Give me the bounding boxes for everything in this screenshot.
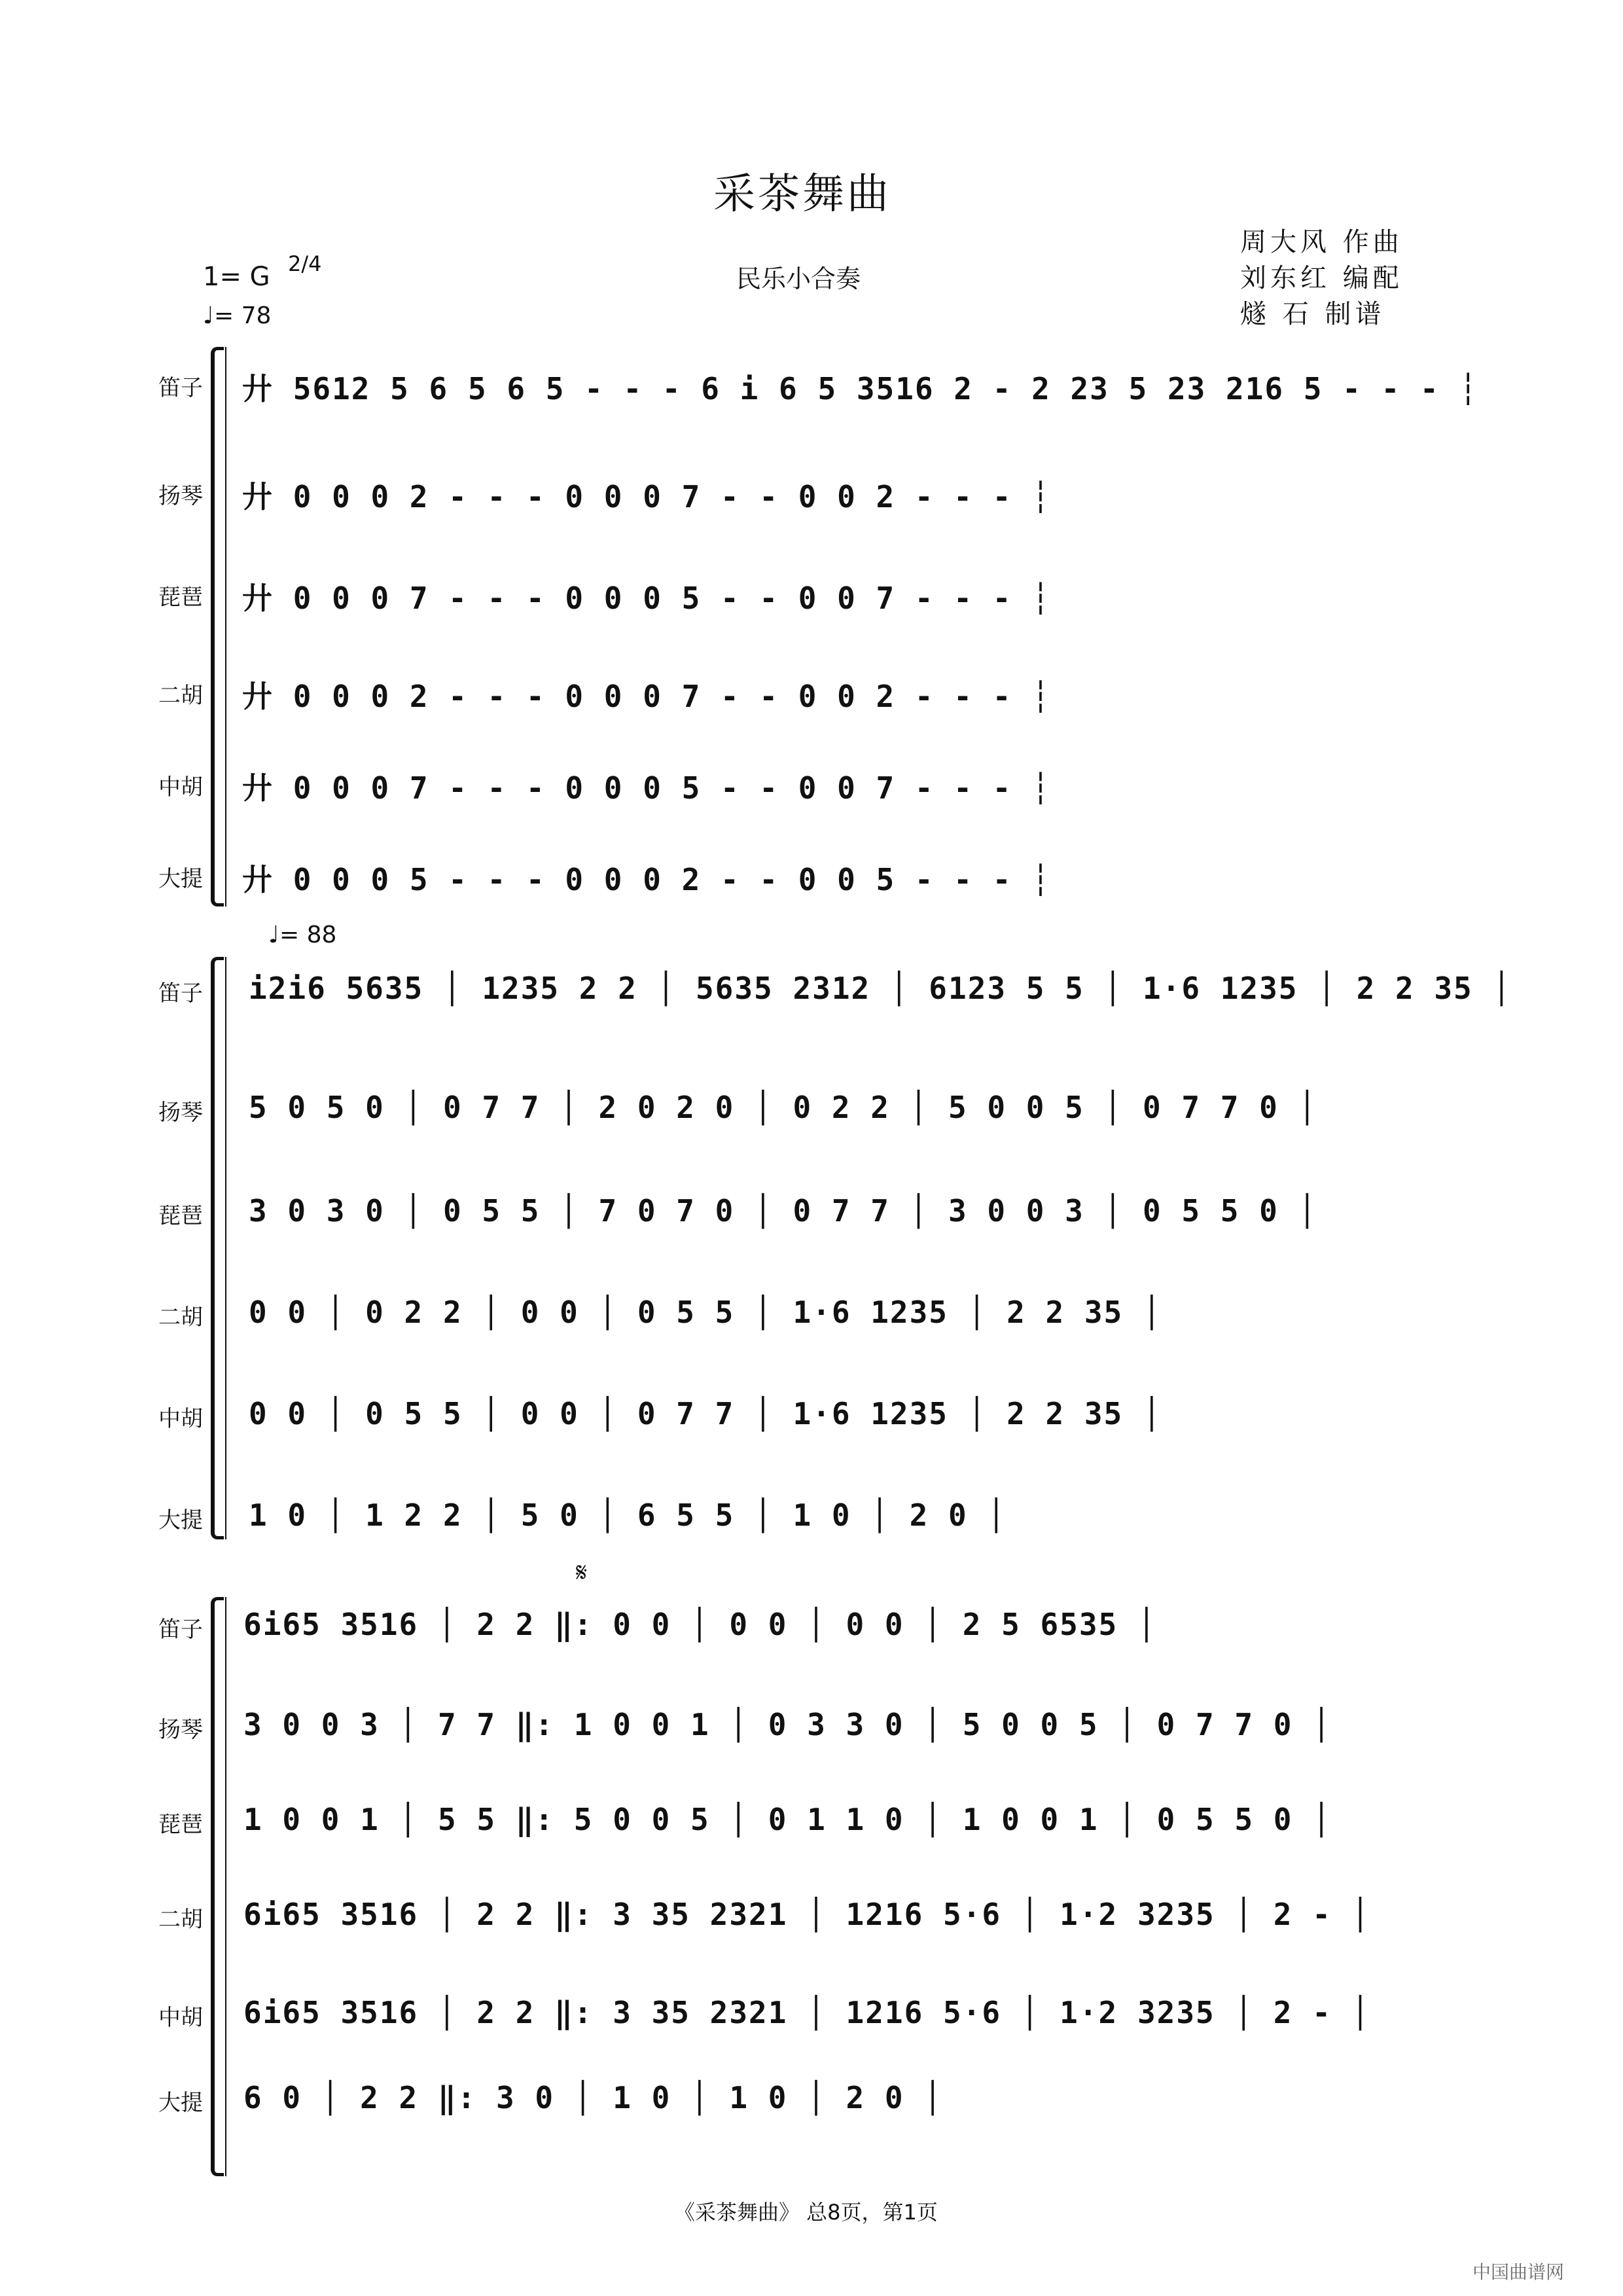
note-row: 3 0 0 3 │ 7 7 ‖: 1 0 0 1 │ 0 3 3 0 │ 5 0 0 5 │ 0 7 7 0 │ <box>243 1707 1332 1742</box>
instrument-label: 中胡 <box>158 774 203 800</box>
segno-icon: 𝄋 <box>576 1558 588 1588</box>
note-row: 廾 0 0 0 5 - - - 0 0 0 2 - - 0 0 5 - - - ┆ <box>242 862 1051 897</box>
tempo-value: = 88 <box>279 922 337 948</box>
note-row: 6 0 │ 2 2 ‖: 3 0 │ 1 0 │ 1 0 │ 2 0 │ <box>243 2080 943 2115</box>
instrument-label: 琵琶 <box>158 1203 203 1229</box>
note-row: i2i6 5635 │ 1235 2 2 │ 5635 2312 │ 6123 5 5 │ 1·6 1235 │ 2 2 35 │ <box>249 971 1512 1006</box>
note-row: 0 0 │ 0 5 5 │ 0 0 │ 0 7 7 │ 1·6 1235 │ 2 2 35 │ <box>249 1396 1162 1431</box>
instrument-label: 扬琴 <box>158 483 203 509</box>
system-3-brace <box>211 1597 224 2176</box>
instrument-label: 扬琴 <box>158 1717 203 1743</box>
note-row: 5 0 5 0 │ 0 7 7 │ 2 0 2 0 │ 0 2 2 │ 5 0 0 5 │ 0 7 7 0 │ <box>249 1090 1318 1125</box>
note-row: 廾 0 0 0 7 - - - 0 0 0 5 - - 0 0 7 - - - ┆ <box>242 581 1051 616</box>
page-footer: 《采茶舞曲》 总8页，第1页 <box>674 2200 938 2225</box>
tempo-mark <box>203 302 271 329</box>
note-row: 1 0 0 1 │ 5 5 ‖: 5 0 0 5 │ 0 1 1 0 │ 1 0 0 1 │ 0 5 5 0 │ <box>243 1802 1332 1837</box>
watermark-logo: 中国曲谱网 <box>1472 2261 1565 2283</box>
instrument-label: 扬琴 <box>158 1100 203 1126</box>
instrument-label: 琵琶 <box>158 1812 203 1838</box>
note-row: 0 0 │ 0 2 2 │ 0 0 │ 0 5 5 │ 1·6 1235 │ 2 2 35 │ <box>249 1295 1162 1330</box>
instrument-label: 笛子 <box>158 980 203 1007</box>
system-1-brace <box>211 347 224 906</box>
note-row: 3 0 3 0 │ 0 5 5 │ 7 0 7 0 │ 0 7 7 │ 3 0 0 3 │ 0 5 5 0 │ <box>249 1193 1318 1229</box>
time-signature: 2/4 <box>288 251 322 276</box>
system-3-line <box>225 1597 226 2176</box>
instrument-label: 大提 <box>158 1507 203 1534</box>
instrument-label: 二胡 <box>158 1907 203 1933</box>
system-2-brace <box>211 957 224 1539</box>
note-row: 6i65 3516 │ 2 2 ‖: 3 35 2321 │ 1216 5·6 │ 1·2 3235 │ 2 - │ <box>243 1995 1371 2030</box>
note-row: 廾 0 0 0 2 - - - 0 0 0 7 - - 0 0 2 - - - ┆ <box>242 679 1051 714</box>
instrument-label: 琵琶 <box>158 584 203 611</box>
note-row: 廾 0 0 0 2 - - - 0 0 0 7 - - 0 0 2 - - - ┆ <box>242 479 1051 514</box>
credit-arranger: 刘东红 编配 <box>1240 263 1403 293</box>
credit-typesetter: 燧 石 制谱 <box>1240 299 1385 329</box>
instrument-label: 笛子 <box>158 375 203 401</box>
instrument-label: 大提 <box>158 866 203 892</box>
note-row: 6i65 3516 │ 2 2 ‖: 0 0 │ 0 0 │ 0 0 │ 2 5 6535 │ <box>243 1607 1157 1642</box>
note-row: 6i65 3516 │ 2 2 ‖: 3 35 2321 │ 1216 5·6 │ 1·2 3235 │ 2 - │ <box>243 1897 1371 1932</box>
subtitle: 民乐小合奏 <box>736 264 861 293</box>
quarter-note-icon: ♩ <box>203 302 214 329</box>
tempo-change <box>268 922 336 948</box>
credit-composer: 周大风 作曲 <box>1240 227 1403 257</box>
note-row: 1 0 │ 1 2 2 │ 5 0 │ 6 5 5 │ 1 0 │ 2 0 │ <box>249 1498 1007 1533</box>
note-row: 廾 0 0 0 7 - - - 0 0 0 5 - - 0 0 7 - - - ┆ <box>242 770 1051 806</box>
quarter-note-icon: ♩ <box>268 922 279 948</box>
instrument-label: 笛子 <box>158 1617 203 1643</box>
tempo-value: = 78 <box>213 302 272 329</box>
instrument-label: 二胡 <box>158 683 203 709</box>
instrument-label: 中胡 <box>158 1406 203 1432</box>
system-2-line <box>225 957 226 1539</box>
system-1-line <box>225 347 226 906</box>
instrument-label: 二胡 <box>158 1304 203 1331</box>
key-signature: 1= G <box>203 262 270 292</box>
page-title: 采茶舞曲 <box>713 170 891 219</box>
instrument-label: 中胡 <box>158 2005 203 2031</box>
instrument-label: 大提 <box>158 2090 203 2116</box>
note-row: 廾 5612 5 6 5 6 5 - - - 6 i 6 5 3516 2 - 2 23 5 23 216 5 - - - ┆ <box>242 371 1479 406</box>
